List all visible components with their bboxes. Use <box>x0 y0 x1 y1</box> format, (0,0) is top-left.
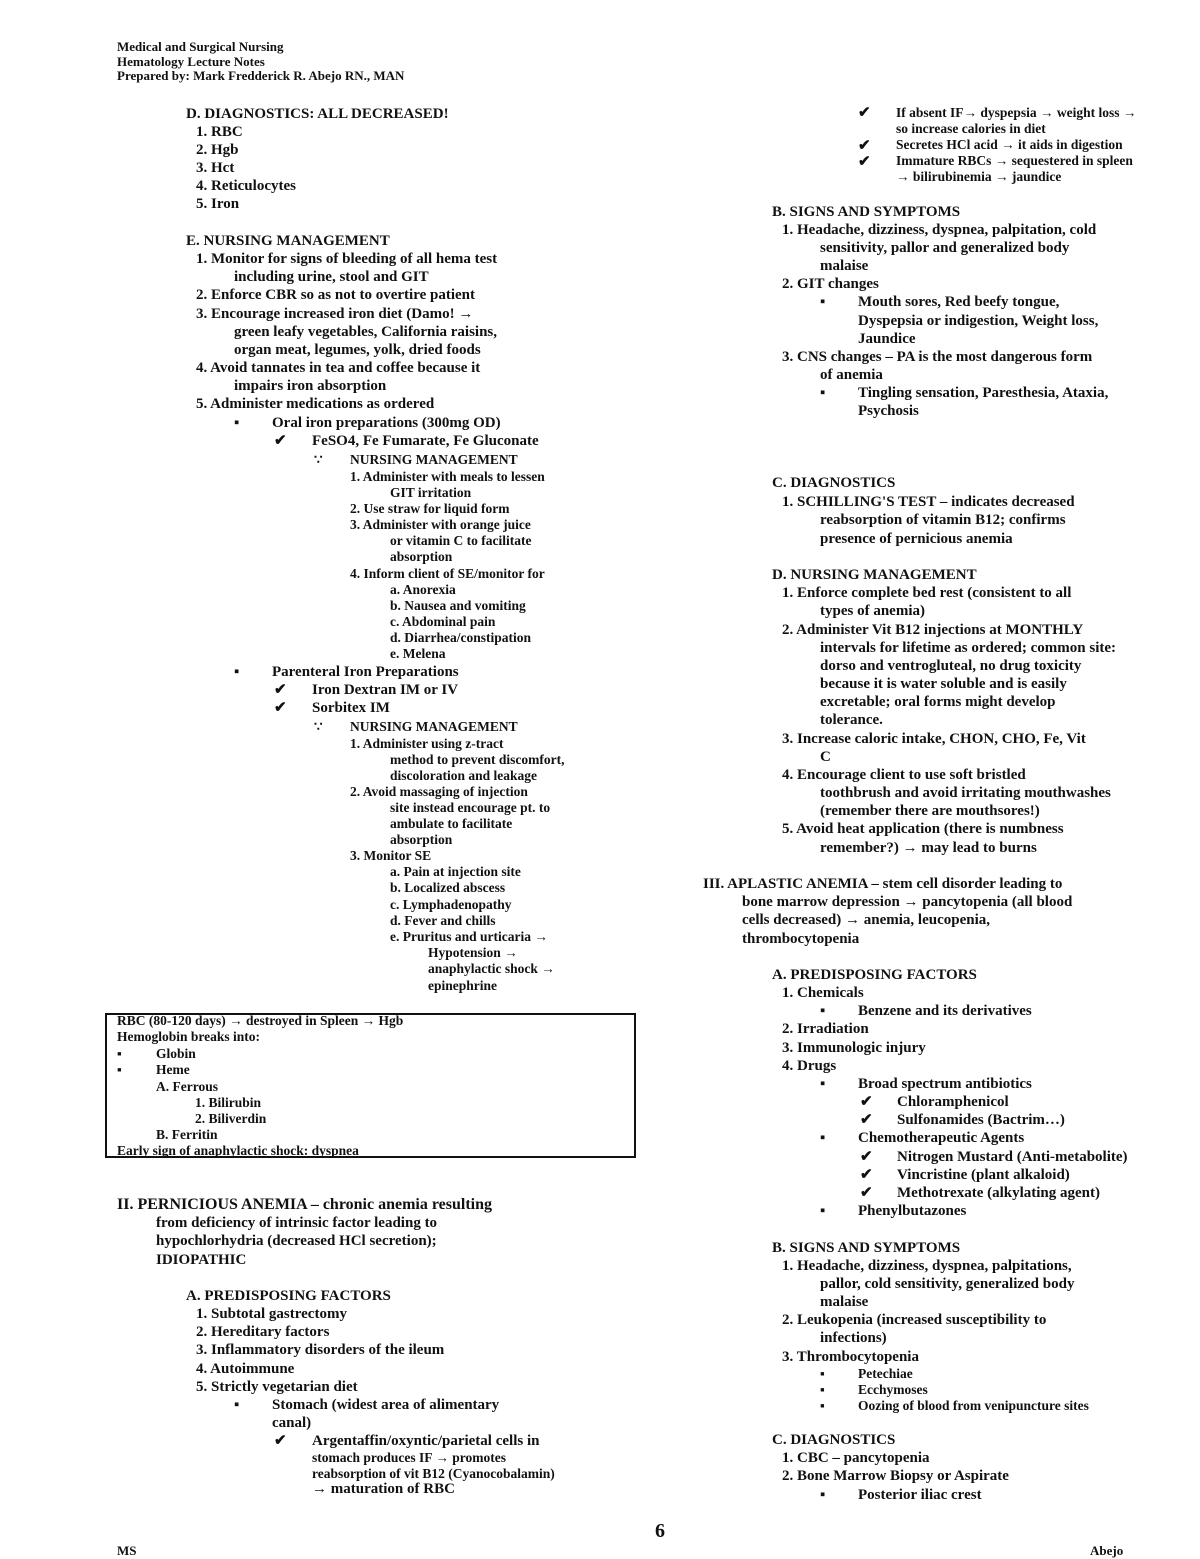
box-line: B. Ferritin <box>156 1127 218 1142</box>
par-nm-heading: NURSING MANAGEMENT <box>350 719 518 734</box>
pa-nm-line: types of anemia) <box>820 603 925 619</box>
aplastic-heading-line: thrombocytopenia <box>742 931 860 947</box>
par-nm-item: e. Pruritus and urticaria → <box>390 929 548 944</box>
pa-signs-line: Jaundice <box>858 331 916 347</box>
checkmark-icon: ✔ <box>274 682 287 698</box>
par-nm-item: Hypotension → <box>428 945 518 960</box>
oral-nm-item: c. Abdominal pain <box>390 614 496 629</box>
bullet-icon: ▪ <box>234 1397 240 1413</box>
par-nm-item: d. Fever and chills <box>390 913 496 928</box>
aplastic-pf-line: Phenylbutazones <box>858 1203 967 1219</box>
aplastic-pf-line: Benzene and its derivatives <box>858 1003 1032 1019</box>
bullet-icon: ▪ <box>820 1076 826 1092</box>
pa-nm-line: intervals for lifetime as ordered; common site: <box>820 640 1117 656</box>
par-nm-item: epinephrine <box>428 978 498 993</box>
aplastic-heading: III. APLASTIC ANEMIA – stem cell disorder leading to <box>703 876 1063 892</box>
checkmark-icon: ✔ <box>860 1094 873 1110</box>
document-header <box>117 40 404 84</box>
bullet-icon: ▪ <box>117 1046 122 1061</box>
diagnostics-heading: D. DIAGNOSTICS: ALL DECREASED! <box>186 106 449 122</box>
pa-nm-line: tolerance. <box>820 712 883 728</box>
box-line: Early sign of anaphylactic shock: dyspnea <box>117 1143 359 1158</box>
page-number: 6 <box>655 1520 665 1542</box>
checkmark-icon: ✔ <box>860 1149 873 1165</box>
aplastic-signs-line: infections) <box>820 1330 887 1346</box>
pa-fact-line: → bilirubinemia → jaundice <box>896 169 1062 184</box>
aplastic-pf-line: Vincristine (plant alkaloid) <box>897 1167 1070 1183</box>
checkmark-icon: ✔ <box>860 1185 873 1201</box>
checkmark-icon: ✔ <box>860 1112 873 1128</box>
nursing-item: impairs iron absorption <box>234 378 387 394</box>
aplastic-diag-line: 1. CBC – pancytopenia <box>782 1450 930 1466</box>
checkmark-icon: ✔ <box>858 105 871 121</box>
oral-nm-item: d. Diarrhea/constipation <box>390 630 532 645</box>
aplastic-signs-line: Oozing of blood from venipuncture sites <box>858 1398 1089 1413</box>
pernicious-heading: II. PERNICIOUS ANEMIA – chronic anemia resulting <box>117 1196 492 1213</box>
diagnostics-item: 2. Hgb <box>196 142 239 158</box>
aplastic-pf-heading: A. PREDISPOSING FACTORS <box>772 967 977 983</box>
box-line: Heme <box>156 1062 190 1077</box>
box-line: A. Ferrous <box>156 1079 218 1094</box>
bullet-icon: ▪ <box>234 664 240 680</box>
checkmark-icon: ✔ <box>274 433 287 449</box>
bullet-icon: ▪ <box>820 1487 826 1503</box>
pa-nm-line: 2. Administer Vit B12 injections at MONTHLY <box>782 622 1084 638</box>
checkmark-icon: ✔ <box>860 1167 873 1183</box>
pa-nm-line: C <box>820 749 831 765</box>
par-nm-item: 1. Administer using z-tract <box>350 736 504 751</box>
aplastic-signs-line: Ecchymoses <box>858 1382 928 1397</box>
stomach-line: Stomach (widest area of alimentary <box>272 1397 500 1413</box>
oral-nm-item: e. Melena <box>390 646 446 661</box>
bullet-icon: ▪ <box>820 1382 825 1397</box>
par-nm-item: 3. Monitor SE <box>350 848 432 863</box>
pernicious-heading-line: IDIOPATHIC <box>156 1252 247 1268</box>
pa-fact-line: so increase calories in diet <box>896 121 1046 136</box>
box-line: 1. Bilirubin <box>195 1095 262 1110</box>
aplastic-signs-line: 1. Headache, dizziness, dyspnea, palpitations, <box>782 1258 1072 1274</box>
box-line: 2. Biliverdin <box>195 1111 267 1126</box>
pa-nm-line: dorso and ventrogluteal, no drug toxicity <box>820 658 1082 674</box>
pa-nm-line: toothbrush and avoid irritating mouthwashes <box>820 785 1111 801</box>
checkmark-icon: ✔ <box>858 154 871 170</box>
diagnostics-item: 4. Reticulocytes <box>196 178 296 194</box>
header-course: Medical and Surgical Nursing <box>117 39 284 54</box>
aplastic-pf-line: Chloramphenicol <box>897 1094 1009 1110</box>
aplastic-pf-line: 1. Chemicals <box>782 985 864 1001</box>
par-nm-item: a. Pain at injection site <box>390 864 521 879</box>
parenteral-drug: Sorbitex IM <box>312 700 390 716</box>
nursing-item: organ meat, legumes, yolk, dried foods <box>234 342 481 358</box>
pa-signs-line: of anemia <box>820 367 883 383</box>
pernicious-heading-line: hypochlorhydria (decreased HCl secretion); <box>156 1233 437 1249</box>
pa-diag-line: presence of pernicious anemia <box>820 531 1013 547</box>
pernicious-heading-line: from deficiency of intrinsic factor leading to <box>156 1215 438 1231</box>
aplastic-signs-line: 2. Leukopenia (increased susceptibility to <box>782 1312 1047 1328</box>
box-line: Globin <box>156 1046 196 1061</box>
par-nm-item: discoloration and leakage <box>390 768 538 783</box>
pa-diag-line: reabsorption of vitamin B12; confirms <box>820 512 1066 528</box>
header-topic: Hematology Lecture Notes <box>117 53 265 69</box>
oral-iron-drugs: FeSO4, Fe Fumarate, Fe Gluconate <box>312 433 539 449</box>
pa-nm-line: (remember there are mouthsores!) <box>820 803 1040 819</box>
aplastic-signs-line: 3. Thrombocytopenia <box>782 1349 919 1365</box>
aplastic-heading-line: cells decreased) → anemia, leucopenia, <box>742 912 991 928</box>
footer-left: MS <box>117 1543 137 1558</box>
pernicious-pf-item: 3. Inflammatory disorders of the ileum <box>196 1342 445 1358</box>
aplastic-pf-line: Broad spectrum antibiotics <box>858 1076 1032 1092</box>
nursing-item: 2. Enforce CBR so as not to overtire patient <box>196 287 475 303</box>
pa-signs-line: 1. Headache, dizziness, dyspnea, palpitation, cold <box>782 222 1097 238</box>
because-icon: ∵ <box>314 452 323 467</box>
pernicious-pf-item: 5. Strictly vegetarian diet <box>196 1379 358 1395</box>
oral-nm-item: a. Anorexia <box>390 582 456 597</box>
par-nm-item: ambulate to facilitate <box>390 816 513 831</box>
bullet-icon: ▪ <box>820 1398 825 1413</box>
parenteral-drug: Iron Dextran IM or IV <box>312 682 459 698</box>
nursing-item: 1. Monitor for signs of bleeding of all hema test <box>196 251 498 267</box>
pernicious-pf-item: 4. Autoimmune <box>196 1361 295 1377</box>
oral-nm-item: 3. Administer with orange juice <box>350 517 531 532</box>
footer-right: Abejo <box>1090 1543 1124 1558</box>
aplastic-signs-heading: B. SIGNS AND SYMPTOMS <box>772 1240 961 1256</box>
argentaffin-line: stomach produces IF → promotes <box>312 1450 506 1465</box>
argentaffin-line: reabsorption of vit B12 (Cyanocobalamin) <box>312 1466 555 1481</box>
nursing-item: 3. Encourage increased iron diet (Damo! → <box>196 306 474 322</box>
aplastic-signs-line: Petechiae <box>858 1366 913 1381</box>
par-nm-item: absorption <box>390 832 453 847</box>
checkmark-icon: ✔ <box>274 1433 287 1449</box>
aplastic-pf-line: Sulfonamides (Bactrim…) <box>897 1112 1065 1128</box>
pa-signs-line: Mouth sores, Red beefy tongue, <box>858 294 1060 310</box>
pa-nm-line: 3. Increase caloric intake, CHON, CHO, Fe, Vit <box>782 731 1086 747</box>
aplastic-diag-heading: C. DIAGNOSTICS <box>772 1432 896 1448</box>
oral-nm-item: absorption <box>390 549 453 564</box>
oral-nm-item: 1. Administer with meals to lessen <box>350 469 545 484</box>
bullet-icon: ▪ <box>117 1062 122 1077</box>
pa-diag-line: 1. SCHILLING'S TEST – indicates decreased <box>782 494 1075 510</box>
diagnostics-item: 5. Iron <box>196 196 240 212</box>
par-nm-item: method to prevent discomfort, <box>390 752 565 767</box>
pernicious-pf-item: 2. Hereditary factors <box>196 1324 330 1340</box>
pa-signs-heading: B. SIGNS AND SYMPTOMS <box>772 204 961 220</box>
aplastic-pf-line: 3. Immunologic injury <box>782 1040 926 1056</box>
pa-signs-line: malaise <box>820 258 869 274</box>
bullet-icon: ▪ <box>234 415 240 431</box>
bullet-icon: ▪ <box>820 385 826 401</box>
aplastic-pf-line: Chemotherapeutic Agents <box>858 1130 1025 1146</box>
aplastic-heading-line: bone marrow depression → pancytopenia (all blood <box>742 894 1073 910</box>
argentaffin-line: → maturation of RBC <box>312 1481 455 1497</box>
oral-nm-item: or vitamin C to facilitate <box>390 533 532 548</box>
bullet-icon: ▪ <box>820 1003 826 1019</box>
pa-diag-heading: C. DIAGNOSTICS <box>772 475 896 491</box>
par-nm-item: c. Lymphadenopathy <box>390 897 512 912</box>
nursing-item: 5. Administer medications as ordered <box>196 396 435 412</box>
oral-nm-item: 2. Use straw for liquid form <box>350 501 510 516</box>
pa-fact-line: Secretes HCl acid → it aids in digestion <box>896 137 1123 152</box>
pa-signs-line: 3. CNS changes – PA is the most dangerous form <box>782 349 1093 365</box>
pa-nm-line: 5. Avoid heat application (there is numbness <box>782 821 1064 837</box>
pa-nm-line: because it is water soluble and is easily <box>820 676 1067 692</box>
parenteral-iron-label: Parenteral Iron Preparations <box>272 664 459 680</box>
aplastic-pf-line: 4. Drugs <box>782 1058 837 1074</box>
oral-nm-heading: NURSING MANAGEMENT <box>350 452 518 467</box>
pa-signs-line: Psychosis <box>858 403 919 419</box>
aplastic-pf-line: Nitrogen Mustard (Anti-metabolite) <box>897 1149 1128 1165</box>
pa-nm-line: excretable; oral forms might develop <box>820 694 1056 710</box>
diagnostics-item: 3. Hct <box>196 160 235 176</box>
box-line: RBC (80-120 days) → destroyed in Spleen → Hgb <box>117 1013 404 1028</box>
nursing-item: 4. Avoid tannates in tea and coffee because it <box>196 360 481 376</box>
pa-fact-line: If absent IF→ dyspepsia → weight loss → <box>896 105 1137 120</box>
pernicious-pf-heading: A. PREDISPOSING FACTORS <box>186 1288 391 1304</box>
pa-nm-line: 1. Enforce complete bed rest (consistent to all <box>782 585 1072 601</box>
aplastic-signs-line: pallor, cold sensitivity, generalized body <box>820 1276 1075 1292</box>
stomach-line: canal) <box>272 1415 312 1431</box>
aplastic-pf-line: Methotrexate (alkylating agent) <box>897 1185 1101 1201</box>
pa-fact-line: Immature RBCs → sequestered in spleen <box>896 153 1133 168</box>
header-author: Prepared by: Mark Fredderick R. Abejo RN., MAN <box>117 68 405 83</box>
oral-nm-item: GIT irritation <box>390 485 472 500</box>
pa-signs-line: sensitivity, pallor and generalized body <box>820 240 1070 256</box>
bullet-icon: ▪ <box>820 1366 825 1381</box>
nursing-heading: E. NURSING MANAGEMENT <box>186 233 390 249</box>
pa-nm-line: remember?) → may lead to burns <box>820 840 1037 856</box>
pa-signs-line: Tingling sensation, Paresthesia, Ataxia, <box>858 385 1109 401</box>
aplastic-pf-line: 2. Irradiation <box>782 1021 869 1037</box>
argentaffin-line: Argentaffin/oxyntic/parietal cells in <box>312 1433 540 1449</box>
pernicious-pf-item: 1. Subtotal gastrectomy <box>196 1306 347 1322</box>
par-nm-item: 2. Avoid massaging of injection <box>350 784 528 799</box>
par-nm-item: b. Localized abscess <box>390 880 506 895</box>
par-nm-item: site instead encourage pt. to <box>390 800 551 815</box>
aplastic-diag-line: Posterior iliac crest <box>858 1487 982 1503</box>
pa-nm-line: 4. Encourage client to use soft bristled <box>782 767 1026 783</box>
because-icon: ∵ <box>314 719 323 734</box>
nursing-item: including urine, stool and GIT <box>234 269 429 285</box>
checkmark-icon: ✔ <box>858 138 871 154</box>
bullet-icon: ▪ <box>820 1130 826 1146</box>
oral-iron-label: Oral iron preparations (300mg OD) <box>272 415 501 431</box>
pa-nm-heading: D. NURSING MANAGEMENT <box>772 567 977 583</box>
diagnostics-item: 1. RBC <box>196 124 243 140</box>
box-line: Hemoglobin breaks into: <box>117 1029 261 1044</box>
oral-nm-item: b. Nausea and vomiting <box>390 598 526 613</box>
pa-signs-line: Dyspepsia or indigestion, Weight loss, <box>858 313 1099 329</box>
aplastic-diag-line: 2. Bone Marrow Biopsy or Aspirate <box>782 1468 1009 1484</box>
aplastic-signs-line: malaise <box>820 1294 869 1310</box>
bullet-icon: ▪ <box>820 1203 826 1219</box>
nursing-item: green leafy vegetables, California raisins, <box>234 324 498 340</box>
checkmark-icon: ✔ <box>274 700 287 716</box>
bullet-icon: ▪ <box>820 294 826 310</box>
pa-signs-line: 2. GIT changes <box>782 276 879 292</box>
oral-nm-item: 4. Inform client of SE/monitor for <box>350 566 545 581</box>
par-nm-item: anaphylactic shock → <box>428 961 555 976</box>
